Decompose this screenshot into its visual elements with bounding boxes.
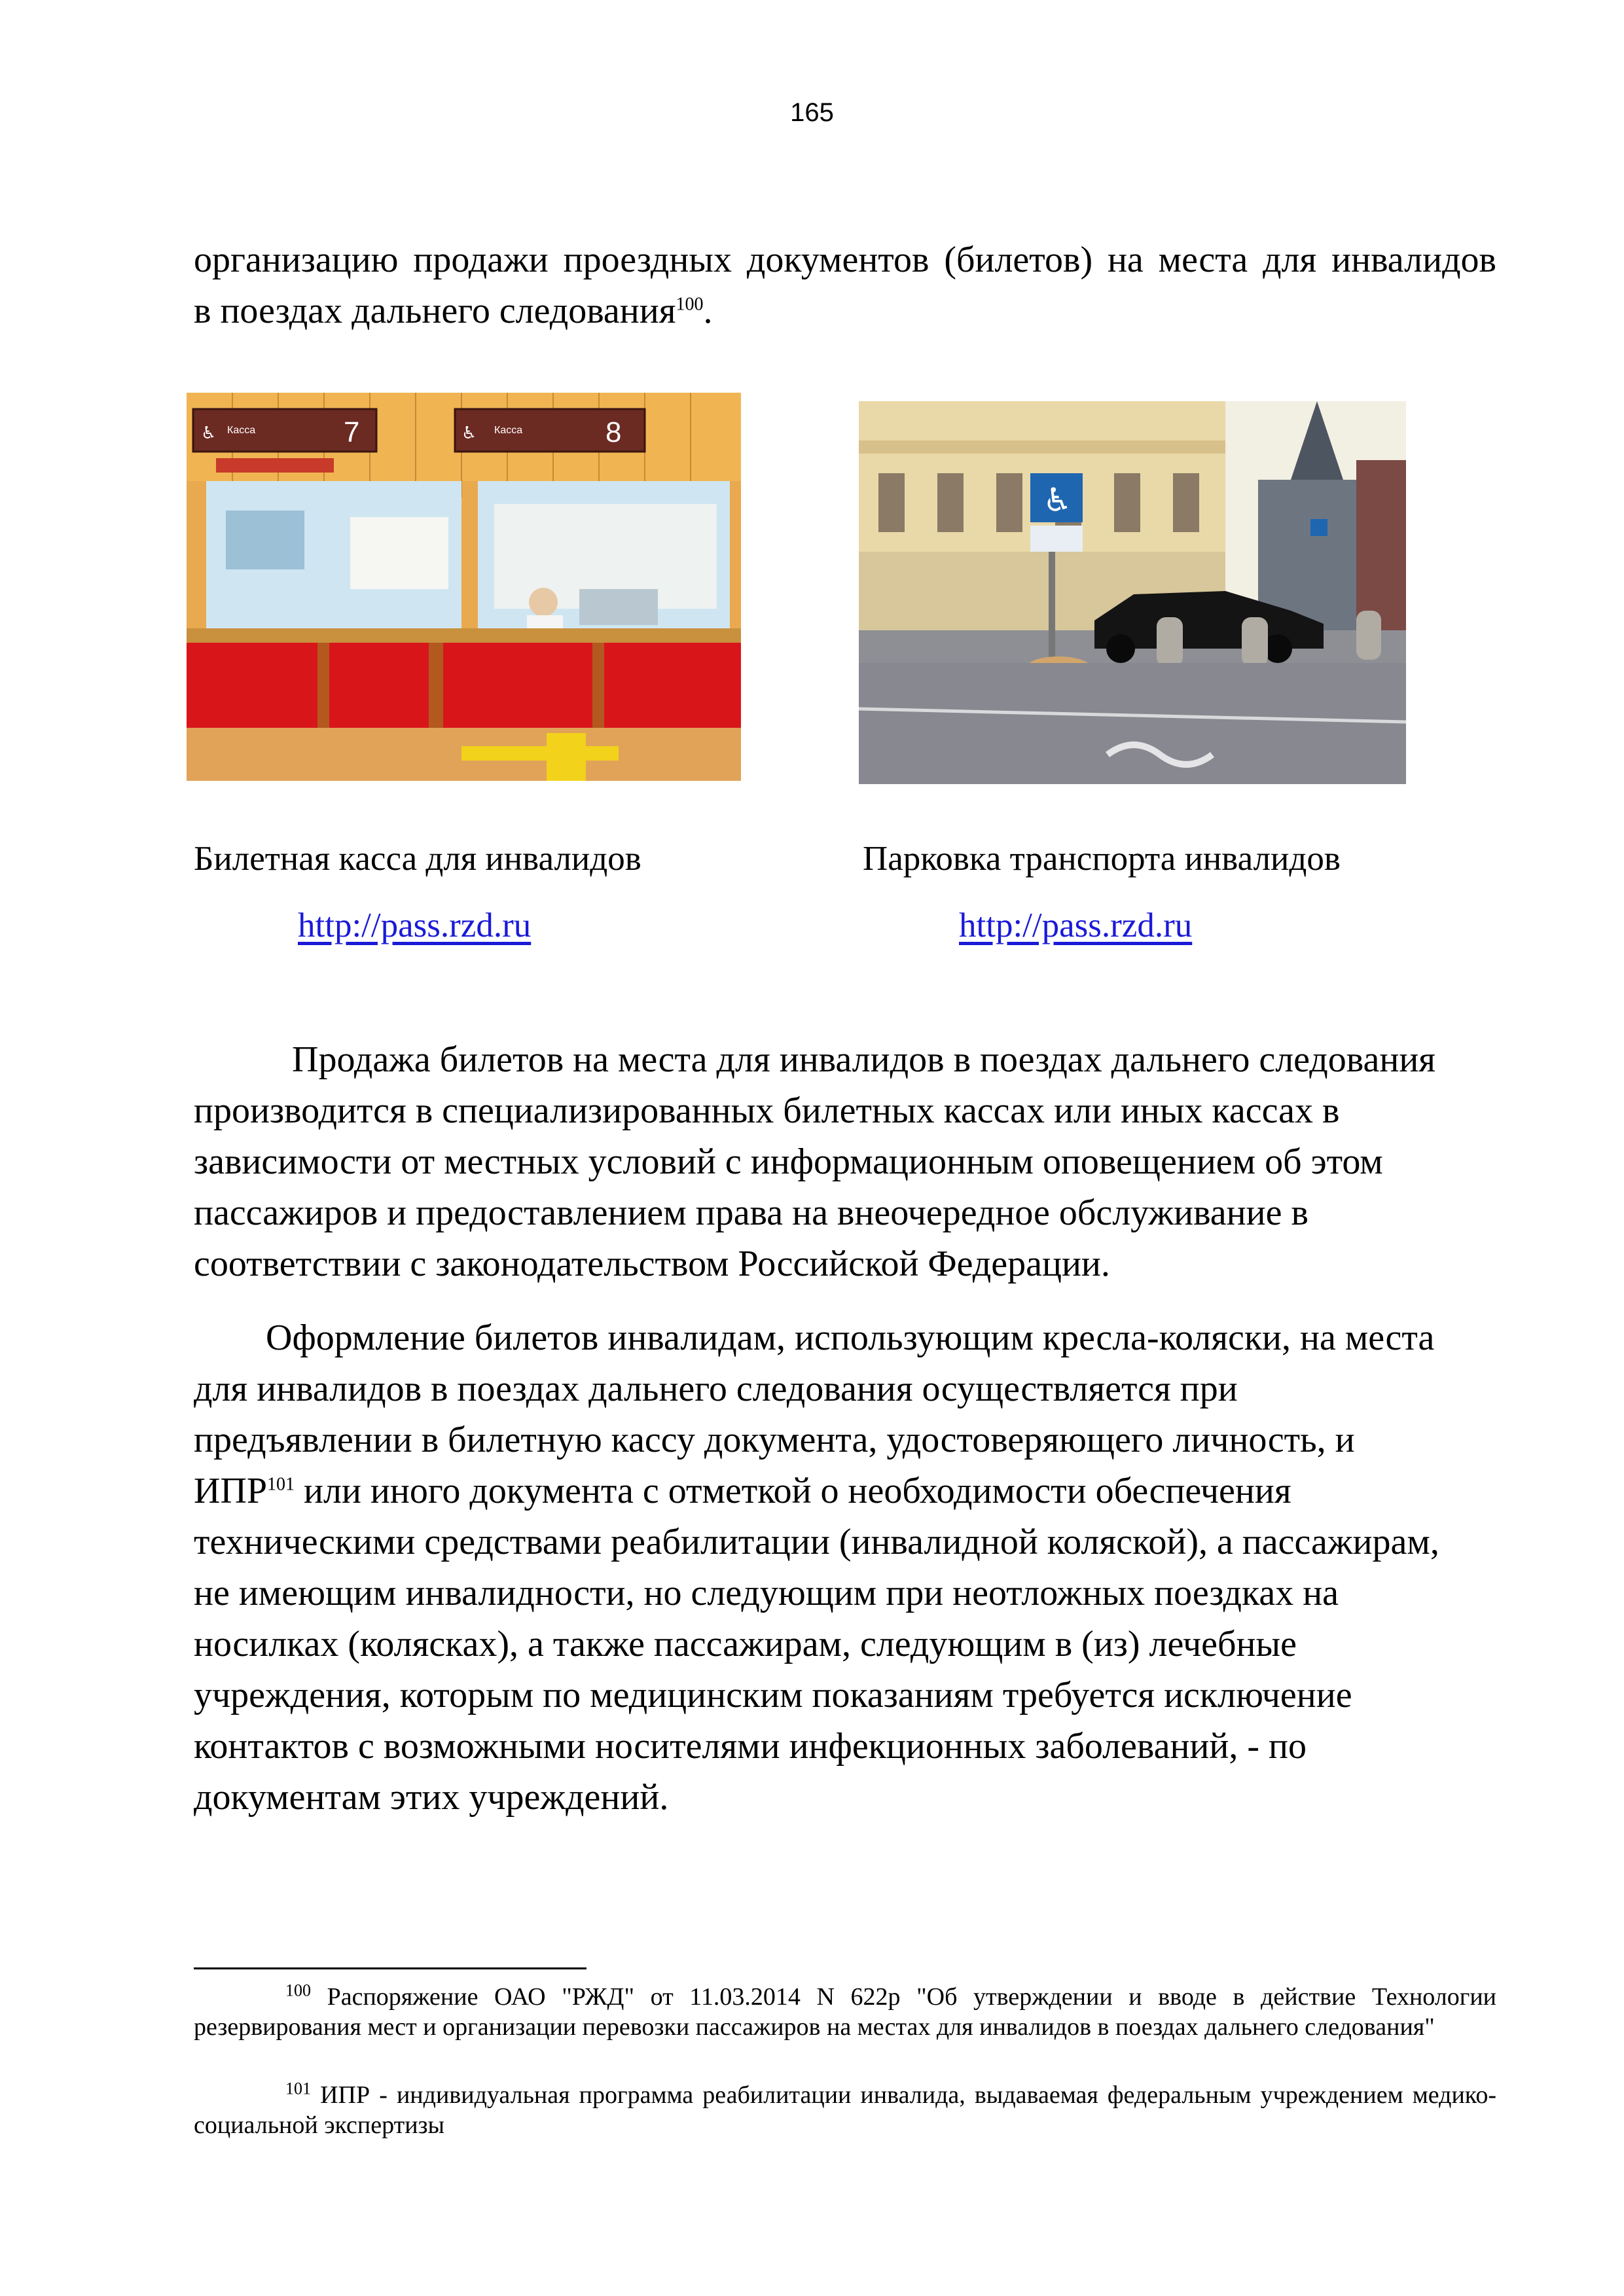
page-number: 165 bbox=[790, 98, 834, 127]
footnote-separator bbox=[194, 1967, 586, 1969]
caption-ticket-office: Билетная касса для инвалидов bbox=[194, 840, 641, 878]
intro-line-1: организацию продажи проездных документов (билетов) на места для инвалидов bbox=[194, 240, 1496, 280]
svg-text:♿: ♿ bbox=[461, 423, 477, 443]
paragraph-registration-line: для инвалидов в поездах дальнего следования осуществляется при bbox=[194, 1369, 1238, 1409]
paragraph-registration-line: документам этих учреждений. bbox=[194, 1777, 669, 1818]
svg-text:♿: ♿ bbox=[201, 423, 217, 443]
ticket-office-illustration bbox=[187, 393, 741, 781]
paragraph-registration-line bbox=[194, 1465, 1496, 1516]
paragraph-registration-line: предъявлении в билетную кассу документа, удостоверяющего личность, и bbox=[194, 1420, 1355, 1460]
paragraph-sales-line: Продажа билетов на места для инвалидов в поездах дальнего следования bbox=[292, 1039, 1436, 1080]
paragraph-registration-line: не имеющим инвалидности, но следующим при неотложных поездках на bbox=[194, 1573, 1339, 1613]
paragraph-sales bbox=[194, 1034, 1496, 1289]
paragraph-sales-line: производится в специализированных билетных кассах или иных кассах в bbox=[194, 1090, 1340, 1131]
footnote-ref-101[interactable]: 101 bbox=[267, 1474, 295, 1495]
intro-line-2: в поездах дальнего следования bbox=[194, 291, 676, 331]
sign-left-label: Касса bbox=[227, 425, 256, 436]
footnote-101 bbox=[194, 2080, 1496, 2140]
paragraph-registration-line: Оформление билетов инвалидам, использующим кресла-коляски, на места bbox=[266, 1318, 1435, 1358]
paragraph-registration-line: контактов с возможными носителями инфекционных заболеваний, - по bbox=[194, 1726, 1307, 1767]
paragraph-sales-line: пассажиров и предоставлением права на внеочередное обслуживание в bbox=[194, 1193, 1308, 1233]
paragraph-sales-line: зависимости от местных условий с информационным оповещением об этом bbox=[194, 1141, 1383, 1182]
link-ticket-office[interactable]: http://pass.rzd.ru bbox=[298, 906, 532, 944]
svg-text:♿: ♿ bbox=[1043, 481, 1072, 519]
footnote-ref-100[interactable]: 100 bbox=[676, 294, 704, 315]
ticket-office-photo bbox=[187, 393, 741, 781]
paragraph-registration-line: учреждения, которым по медицинским показаниям требуется исключение bbox=[194, 1675, 1352, 1715]
caption-parking: Парковка транспорта инвалидов bbox=[863, 840, 1341, 878]
sign-left-number: 7 bbox=[344, 416, 360, 448]
ipr-text: ИПР bbox=[194, 1471, 268, 1511]
paragraph-registration bbox=[194, 1312, 1496, 1823]
parking-illustration bbox=[859, 401, 1406, 784]
paragraph-registration-line: техническими средствами реабилитации (инвалидной коляской), а пассажирам, bbox=[194, 1522, 1439, 1562]
paragraph-registration-line: носилках (колясках), а также пассажирам, следующим в (из) лечебные bbox=[194, 1624, 1297, 1664]
ipr-continuation: или иного документа с отметкой о необходимости обеспечения bbox=[295, 1471, 1291, 1511]
footnote-100-number: 100 bbox=[285, 1981, 311, 2000]
intro-end: . bbox=[703, 291, 713, 331]
paragraph-sales-line: соответствии с законодательством Российской Федерации. bbox=[194, 1244, 1110, 1284]
footnote-100 bbox=[194, 1982, 1496, 2042]
footnote-101-text: ИПР - индивидуальная программа реабилитации инвалида, выдаваемая федеральным учреждением медико-социальной экспертизы bbox=[194, 2081, 1496, 2139]
intro-paragraph bbox=[194, 234, 1496, 336]
footnote-101-number: 101 bbox=[285, 2079, 311, 2098]
sign-right-label: Касса bbox=[494, 425, 523, 436]
footnote-100-text: Распоряжение ОАО "РЖД" от 11.03.2014 N 622р "Об утверждении и вводе в действие Технологии резервирования мест и организации перевозки пассажиров на местах для инвалидов в поездах дальнего следования" bbox=[194, 1983, 1497, 2041]
parking-photo bbox=[859, 401, 1406, 784]
link-parking[interactable]: http://pass.rzd.ru bbox=[959, 906, 1193, 944]
sign-right-number: 8 bbox=[605, 416, 622, 448]
